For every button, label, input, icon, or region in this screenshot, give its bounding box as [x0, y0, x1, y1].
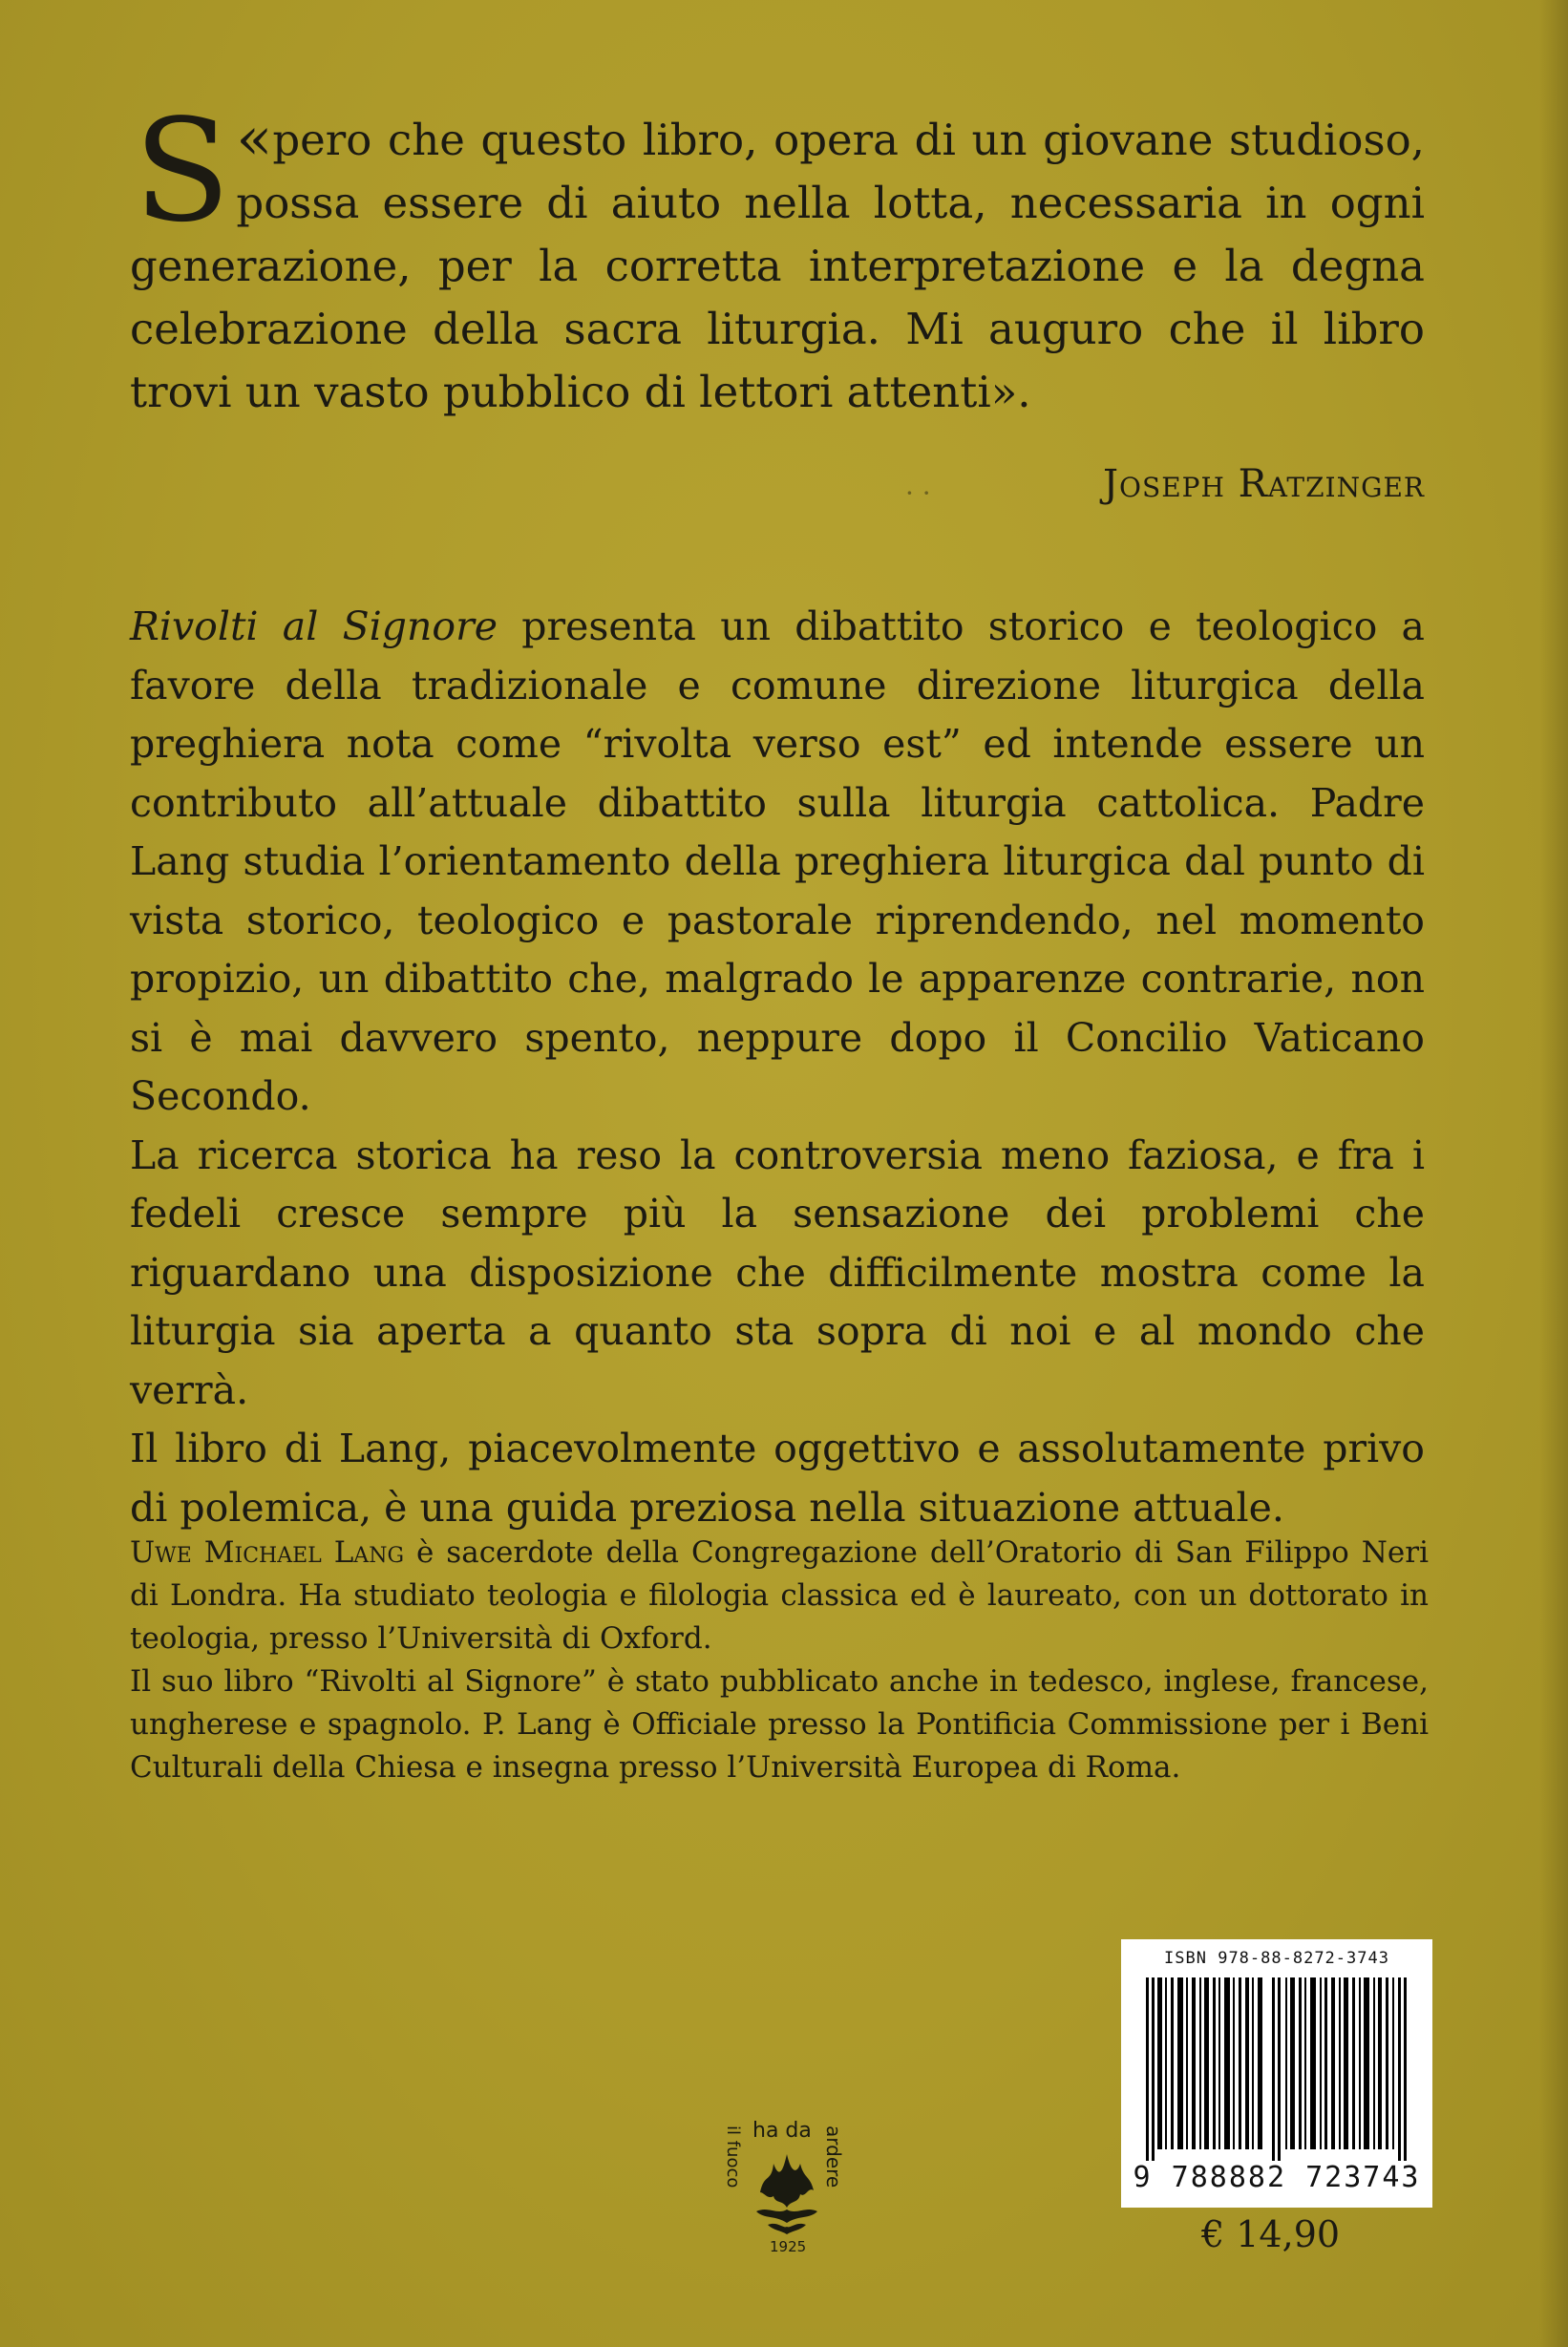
isbn-number: ISBN 978-88-8272-3743 [1164, 1949, 1389, 1968]
publisher-logo [714, 2116, 858, 2259]
bio-paragraph-2: Il suo libro “Rivolti al Signore” è stato pubblicato anche in tedesco, inglese, francese, ungherese e spagnolo. P. Lang è Officiale presso la Pontificia Commissione per i Beni Culturali della Chiesa e insegna presso l’Università Europea di Roma. [130, 1664, 1429, 1785]
logo-right-word: ardere [822, 2125, 845, 2188]
logo-year: 1925 [770, 2238, 807, 2255]
description-paragraph-1: Rivolti al Signore presenta un dibattito storico e teologico a favore della tradizionale e comune direzione liturgica della preghiera nota come “rivolta verso est” ed intende essere un contributo all’attuale dibattito sulla liturgia cattolica. Padre Lang studia l’orientamento della preghiera liturgica dal punto di vista storico, teologico e pastorale riprendendo, nel momento propizio, un dibattito che, malgrado le apparenze contrarie, non si è mai davvero spento, neppure dopo il Concilio Vaticano Secondo. [130, 603, 1425, 1119]
author-name: Uwe Michael Lang [130, 1535, 405, 1570]
book-title: Rivolti al Signore [130, 603, 498, 649]
ean-number: 9 788882 723743 [1133, 2161, 1421, 2194]
logo-top-word: ha da [752, 2119, 812, 2143]
ratzinger-quote [130, 89, 1425, 424]
spine-shadow [1539, 0, 1568, 2347]
quote-text: pero che questo libro, opera di un giovane studioso, possa essere di aiuto nella lotta, necessaria in ogni generazione, per la corretta interpretazione e la degna celebrazione della sacra liturgia. Mi auguro che il libro trovi un vasto pubblico di lettori attenti». [130, 115, 1425, 417]
description-paragraph-2: La ricerca storica ha reso la controversia meno faziosa, e fra i fedeli cresce sempre più la sensazione dei problemi che riguardano una disposizione che difficilmente mostra come la liturgia sia aperta a quanto sta sopra di noi e al mondo che verrà. [130, 1131, 1425, 1413]
logo-left-word: il fuoco [723, 2125, 743, 2188]
quote-open-mark: « [236, 103, 273, 173]
signature-name: Joseph Ratzinger [1103, 462, 1425, 506]
bio-paragraph-1: Uwe Michael Lang è sacerdote della Congregazione dell’Oratorio di San Filippo Neri di Londra. Ha studiato teologia e filologia classica ed è laureato, con un dottorato in teologia, presso l’Università di Oxford. [130, 1535, 1430, 1656]
flame-icon [756, 2154, 817, 2234]
quote-drop-cap: S [134, 89, 231, 253]
barcode-icon [1133, 1977, 1421, 2161]
quote-signature [1103, 462, 1425, 506]
price: € 14,90 [1201, 2213, 1341, 2255]
signature-dots: · · [905, 477, 931, 509]
author-bio [130, 1532, 1429, 1789]
barcode-label [1121, 1939, 1432, 2208]
book-description [130, 598, 1425, 1537]
description-paragraph-3: Il libro di Lang, piacevolmente oggettivo e assolutamente privo di polemica, è una guida preziosa nella situazione attuale. [130, 1426, 1425, 1531]
